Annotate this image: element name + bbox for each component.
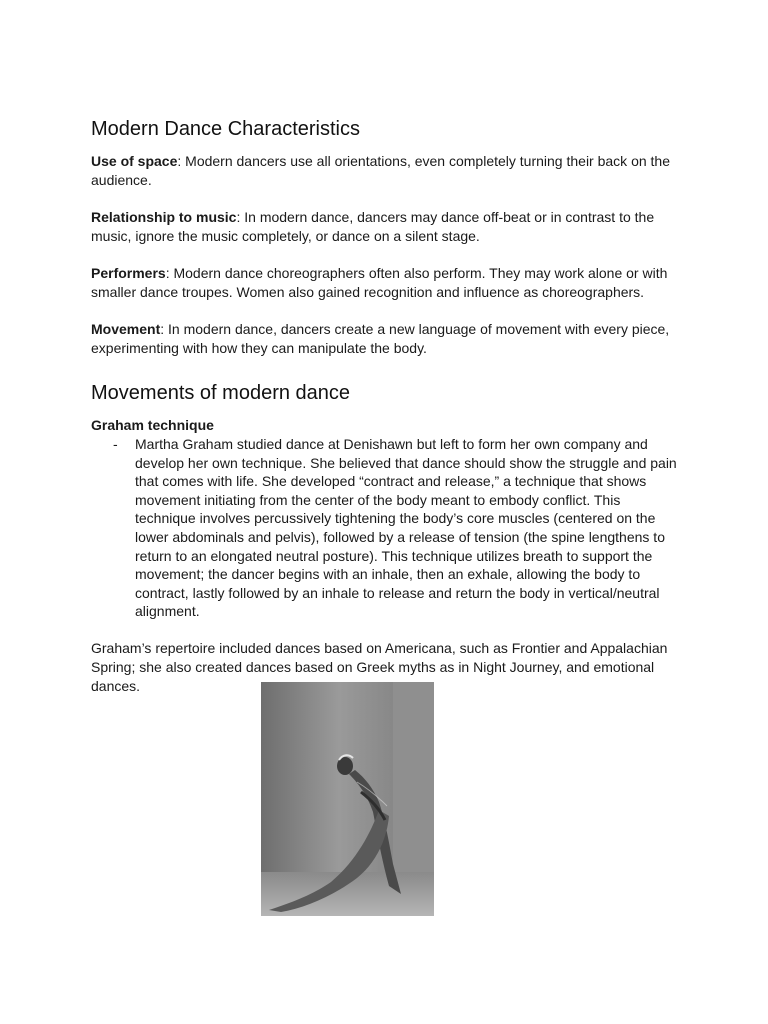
bullet-text: Martha Graham studied dance at Denishawn but left to form her own company and develop her own technique. She believed that dance should show the struggle and pain that comes with life. She developed “contract and release,” a technique that shows movement initiating from the center of the body meant to embody conflict. This technique involves percussively tightening the body’s core muscles (centered on the lower abdominals and pelvis), followed by a release of tension (the spine lengthens to return to an elongated neutral posture). This technique utilizes breath to support the movement; the dancer begins with an inhale, then an exhale, allowing the body to contract, lastly followed by an inhale to release and return the body in vertical/neutral alignment. (135, 436, 677, 620)
bullet-item-graham (91, 435, 681, 621)
item-term: Performers (91, 265, 166, 281)
item-use-of-space (91, 152, 681, 190)
item-text: : Modern dancers use all orientations, even completely turning their back on the audience. (91, 153, 670, 188)
item-term: Movement (91, 321, 161, 337)
subheading-graham-technique: Graham technique (91, 417, 214, 433)
item-relationship-to-music (91, 208, 681, 246)
item-term: Relationship to music (91, 209, 237, 225)
item-term: Use of space (91, 153, 178, 169)
item-movement (91, 320, 681, 358)
document-page (91, 116, 681, 696)
item-text: : In modern dance, dancers create a new language of movement with every piece, experimenting with how they can manipulate the body. (91, 321, 670, 356)
item-text: : Modern dance choreographers often also perform. They may work alone or with smaller dance troupes. Women also gained recognition and influence as choreographers. (91, 265, 668, 300)
dancer-photo (261, 682, 434, 916)
repertoire-paragraph: Graham’s repertoire included dances based on Americana, such as Frontier and Appalachian Spring; she also created dances based on Greek myths as in Night Journey, and emotional dances. (91, 639, 668, 694)
item-performers (91, 264, 681, 302)
dancer-photo-illustration (261, 682, 434, 916)
section-title-characteristics: Modern Dance Characteristics (91, 118, 360, 140)
bullet-marker: - (113, 436, 118, 452)
section-title-movements: Movements of modern dance (91, 382, 351, 404)
item-text: : In modern dance, dancers may dance off-beat or in contrast to the music, ignore the music completely, or dance on a silent stage. (91, 209, 655, 244)
